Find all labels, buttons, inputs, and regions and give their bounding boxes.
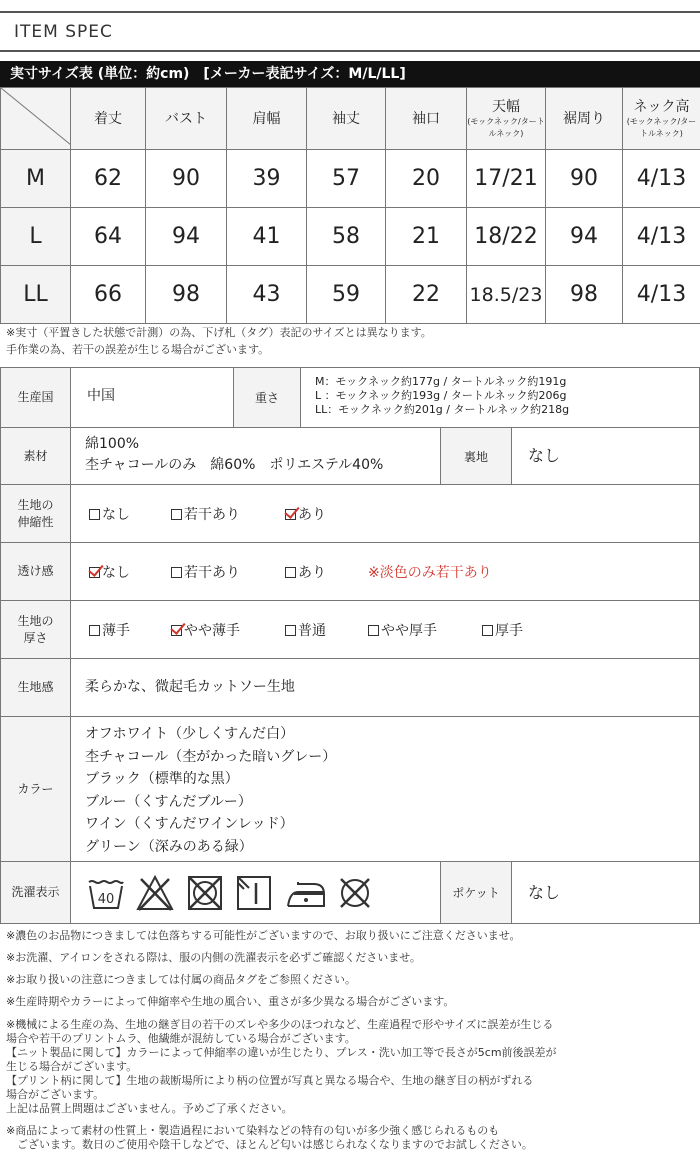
thickness-option: 厚手 <box>482 620 523 640</box>
size-value: 17/21 <box>467 150 546 208</box>
footnote: 場合や若干のプリントムラ、他繊維が混紡している場合がございます。 <box>6 1032 356 1045</box>
texture-label: 生地感 <box>1 659 71 716</box>
size-value: 22 <box>386 266 467 324</box>
pocket-value: なし <box>528 883 561 902</box>
footnote: ※お洗濯、アイロンをされる際は、服の内側の洗濯表示を必ずご確認くださいませ。 <box>6 951 421 964</box>
stretch-option: なし <box>89 504 130 524</box>
lining-label: 裏地 <box>440 428 512 484</box>
checkbox <box>368 625 379 636</box>
header-cell: 肩幅 <box>227 88 307 150</box>
size-value: 18/22 <box>467 208 546 266</box>
footnote: ※濃色のお品物につきましては色落ちする可能性がございますので、お取り扱いにご注意くださいませ。 <box>6 929 521 942</box>
row-wash <box>0 861 700 924</box>
header-cell: バスト <box>146 88 227 150</box>
footnote: 【プリント柄に関して】生地の裁断場所により柄の位置が写真と異なる場合や、生地の継ぎ目の柄がずれる <box>6 1074 534 1087</box>
row-color <box>0 716 700 861</box>
sheer-option: 若干あり <box>171 562 240 582</box>
size-label: L <box>1 208 71 266</box>
material-value <box>85 434 383 476</box>
header-top-line <box>0 11 700 13</box>
row-material <box>0 427 700 484</box>
footnote: 上記は品質上問題はございません。予めご了承ください。 <box>6 1102 293 1115</box>
no-bleach-icon <box>135 874 175 912</box>
material-line: 杢チャコールのみ 綿60% ポリエステル40% <box>85 457 384 473</box>
row-stretch <box>0 484 700 542</box>
checkbox <box>285 625 296 636</box>
size-value: 94 <box>546 208 623 266</box>
thickness-option: 薄手 <box>89 620 130 640</box>
row-texture <box>0 658 700 716</box>
size-table-header-row <box>1 88 700 150</box>
checkbox-checked <box>171 625 182 636</box>
size-value: 98 <box>546 266 623 324</box>
sheer-label: 透け感 <box>1 543 71 600</box>
no-tumble-dry-icon <box>186 874 224 912</box>
size-table <box>0 87 700 324</box>
header-cell: 天幅 (モックネック/タートルネック) <box>467 88 546 150</box>
wash-40-icon <box>87 874 125 912</box>
size-value: 94 <box>146 208 227 266</box>
color-item: ワイン（くすんだワインレッド） <box>85 816 294 832</box>
stretch-option: あり <box>285 504 326 524</box>
weight-line: M：モックネック約177g / タートルネック約191g <box>315 375 567 388</box>
size-value: 98 <box>146 266 227 324</box>
size-value: 41 <box>227 208 307 266</box>
header-cell: 袖丈 <box>307 88 386 150</box>
size-label: LL <box>1 266 71 324</box>
spec-title: ITEM SPEC <box>14 22 113 42</box>
weight-label: 重さ <box>233 368 301 427</box>
pocket-label: ポケット <box>440 862 512 923</box>
header-bottom-line <box>0 50 700 52</box>
thickness-option: 普通 <box>285 620 326 640</box>
sheer-option: あり <box>285 562 326 582</box>
iron-low-icon <box>284 874 328 912</box>
origin-value: 中国 <box>87 388 115 404</box>
footnote: ※商品によって素材の性質上・製造過程において染料などの特有の匂いが多少強く感じられるものも <box>6 1124 500 1137</box>
checkbox <box>89 509 100 520</box>
size-row-ll <box>1 266 700 324</box>
footnote: ※お取り扱いの注意につきましては付属の商品タグをご参照ください。 <box>6 973 356 986</box>
row-thickness <box>0 600 700 658</box>
checkbox <box>482 625 493 636</box>
checkbox <box>285 567 296 578</box>
header-cell: 着丈 <box>71 88 146 150</box>
thickness-option: やや厚手 <box>368 620 437 640</box>
material-label: 素材 <box>1 428 71 484</box>
size-table-corner <box>1 88 71 150</box>
size-note: 手作業の為、若干の誤差が生じる場合がございます。 <box>6 343 270 356</box>
size-value: 64 <box>71 208 146 266</box>
size-value: 59 <box>307 266 386 324</box>
line-dry-shade-icon <box>235 874 273 912</box>
color-item: グリーン（深みのある緑） <box>85 838 253 855</box>
size-value: 90 <box>146 150 227 208</box>
material-line: 綿100% <box>85 436 140 452</box>
size-value: 21 <box>386 208 467 266</box>
size-value: 4/13 <box>623 266 700 324</box>
size-label: M <box>1 150 71 208</box>
checkbox <box>171 567 182 578</box>
footnote: 場合がございます。 <box>6 1088 105 1101</box>
checkbox-checked <box>285 509 296 520</box>
wash-label: 洗濯表示 <box>1 862 71 923</box>
weight-line: L ：モックネック約193g / タートルネック約206g <box>315 389 567 402</box>
footnote: ※生産時期やカラーによって伸縮率や生地の風合い、重さが多少異なる場合がございます。 <box>6 995 455 1008</box>
color-list <box>85 723 336 858</box>
size-note: ※実寸（平置きした状態で計測）の為、下げ札（タグ）表記のサイズとは異なります。 <box>6 326 432 339</box>
weight-value <box>315 375 569 417</box>
color-item: ブラック（標準的な黒） <box>85 771 239 787</box>
size-value: 90 <box>546 150 623 208</box>
size-value: 66 <box>71 266 146 324</box>
size-value: 57 <box>307 150 386 208</box>
footnote: ※機械による生産の為、生地の継ぎ目の若干のズレや多少のほつれなど、生産過程で形やサイズに誤差が生じる <box>6 1018 554 1031</box>
size-value: 20 <box>386 150 467 208</box>
color-label: カラー <box>1 717 71 861</box>
wash-temp: 40 <box>97 892 115 907</box>
size-value: 43 <box>227 266 307 324</box>
diagonal-line <box>1 88 71 145</box>
size-value: 4/13 <box>623 208 700 266</box>
texture-value: 柔らかな、微起毛カットソー生地 <box>85 679 295 695</box>
size-table-caption: 実寸サイズ表 (単位：約cm) [メーカー表記サイズ：M/L/LL] <box>0 61 700 87</box>
thickness-label: 生地の厚さ <box>1 601 71 658</box>
thickness-option: やや薄手 <box>171 620 240 640</box>
stretch-option: 若干あり <box>171 504 240 524</box>
no-dry-clean-icon <box>336 874 374 912</box>
size-value: 62 <box>71 150 146 208</box>
checkbox-checked <box>89 567 100 578</box>
size-value: 18.5/23 <box>467 266 546 324</box>
header-cell: 袖口 <box>386 88 467 150</box>
color-item: 杢チャコール（杢がかった暗いグレー） <box>85 748 337 765</box>
header-cell: ネック高 (モックネック/タートルネック) <box>623 88 700 150</box>
checkbox <box>171 509 182 520</box>
footnote: 【ニット製品に関して】カラーによって伸縮率の違いが生じたり、プレス・洗い加工等で長さが5cm前後誤差が <box>6 1046 557 1059</box>
lining-value: なし <box>528 446 561 465</box>
color-item: オフホワイト（少しくすんだ白） <box>85 726 295 742</box>
color-item: ブルー（くすんだブルー） <box>85 793 252 810</box>
sheer-option: なし <box>89 562 130 582</box>
header-cell: 裾周り <box>546 88 623 150</box>
size-value: 4/13 <box>623 150 700 208</box>
size-value: 39 <box>227 150 307 208</box>
checkbox <box>89 625 100 636</box>
size-row-m <box>1 150 700 208</box>
footnote: 生じる場合がございます。 <box>6 1060 138 1073</box>
row-origin <box>0 367 700 427</box>
footnote: ございます。数日のご使用や陰干しなどで、ほとんど匂いは感じられなくなりますのでお試しください。 <box>6 1138 533 1151</box>
stretch-label: 生地の伸縮性 <box>1 485 71 542</box>
row-sheer <box>0 542 700 600</box>
size-value: 58 <box>307 208 386 266</box>
weight-line: LL：モックネック約201g / タートルネック約218g <box>315 403 570 416</box>
origin-label: 生産国 <box>1 368 71 427</box>
size-row-l <box>1 208 700 266</box>
sheer-note: ※淡色のみ若干あり <box>368 565 492 581</box>
